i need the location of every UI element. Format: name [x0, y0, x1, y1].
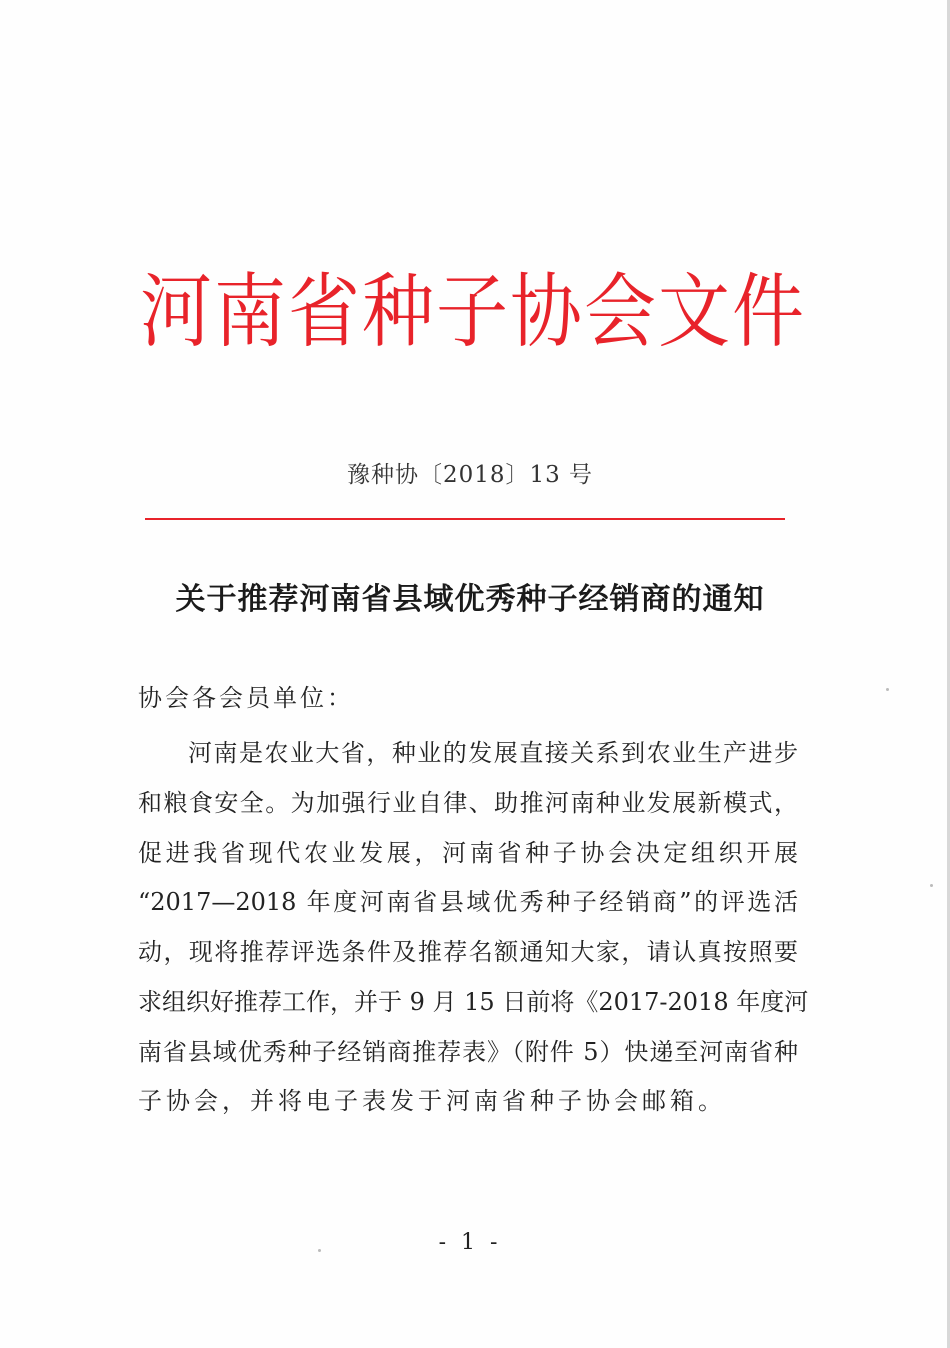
body-line: 和粮食安全。为加强行业自律、助推河南种业发展新模式，: [138, 789, 798, 817]
scan-speck: [318, 1249, 321, 1252]
red-separator-line: [145, 518, 785, 520]
scan-speck: [886, 688, 889, 691]
body-line: 南省县域优秀种子经销商推荐表》（附件 5）快递至河南省种: [138, 1038, 798, 1066]
body-line: 子协会，并将电子表发于河南省种子协会邮箱。: [138, 1087, 726, 1115]
salutation: 协会各会员单位：: [138, 684, 354, 712]
page-number: - 1 -: [438, 1230, 502, 1255]
scan-speck: [930, 884, 933, 887]
masthead-title: 河南省种子协会文件: [140, 264, 807, 359]
notice-title: 关于推荐河南省县域优秀种子经销商的通知: [175, 582, 765, 617]
body-line: “2017—2018 年度河南省县域优秀种子经销商”的评选活: [138, 888, 798, 916]
body-line: 促进我省现代农业发展，河南省种子协会决定组织开展: [138, 839, 798, 867]
document-number: 豫种协〔2018〕13 号: [346, 462, 594, 488]
body-line: 求组织好推荐工作，并于 9 月 15 日前将《2017-2018 年度河: [138, 988, 809, 1016]
body-line: 河南是农业大省，种业的发展直接关系到农业生产进步: [188, 739, 798, 767]
body-line: 动，现将推荐评选条件及推荐名额通知大家，请认真按照要: [138, 938, 798, 966]
